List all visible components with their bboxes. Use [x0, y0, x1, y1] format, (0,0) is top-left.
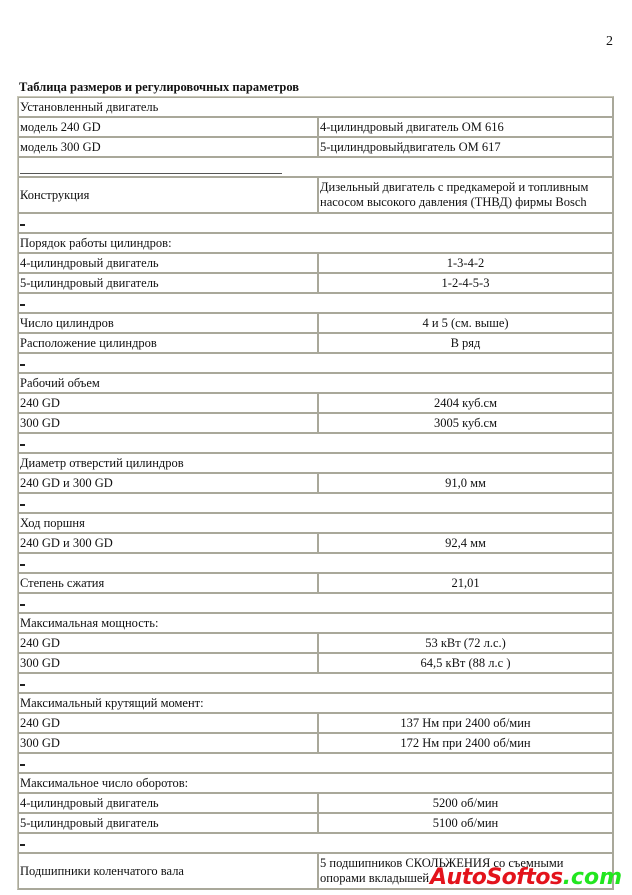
row-label: Степень сжатия: [18, 573, 318, 593]
table-row: [18, 513, 613, 533]
row-label: 4-цилиндровый двигатель: [18, 253, 318, 273]
row-value: 2404 куб.см: [318, 393, 613, 413]
row-label: 5-цилиндровый двигатель: [18, 813, 318, 833]
row-value: 1-2-4-5-3: [318, 273, 613, 293]
row-value: 3005 куб.см: [318, 413, 613, 433]
dash-mark: [20, 444, 25, 446]
table-row: [18, 137, 613, 157]
row-label: Подшипники коленчатого вала: [18, 853, 318, 889]
table-row: [18, 333, 613, 353]
row-value: 1-3-4-2: [318, 253, 613, 273]
table-row: [18, 233, 613, 253]
row-label: 300 GD: [18, 653, 318, 673]
dash-mark: [20, 844, 25, 846]
row-value: 137 Нм при 2400 об/мин: [318, 713, 613, 733]
row-label: 5-цилиндровый двигатель: [18, 273, 318, 293]
section-header: Ход поршня: [18, 513, 613, 533]
table-row: [18, 633, 613, 653]
table-row: [18, 813, 613, 833]
table-row: [18, 533, 613, 553]
row-value: 172 Нм при 2400 об/мин: [318, 733, 613, 753]
row-label: 240 GD и 300 GD: [18, 533, 318, 553]
horizontal-rule: [20, 173, 282, 174]
table-row: [18, 693, 613, 713]
table-row: [18, 413, 613, 433]
row-value: В ряд: [318, 333, 613, 353]
row-value: 53 кВт (72 л.с.): [318, 633, 613, 653]
row-label: 240 GD и 300 GD: [18, 473, 318, 493]
table-row: [18, 117, 613, 137]
watermark-line-1: AutoSoftos: [430, 865, 563, 890]
table-row: [18, 733, 613, 753]
spacer-row: [18, 493, 613, 513]
row-value: 4-цилиндровый двигатель ОМ 616: [318, 117, 613, 137]
row-value: 5 подшипников СКОЛЬЖЕНИЯ со съемными опорами вкладышей: [318, 853, 613, 889]
dash-mark: [20, 224, 25, 226]
spacer-row: [18, 673, 613, 693]
row-value: 64,5 кВт (88 л.с ): [318, 653, 613, 673]
row-label: 300 GD: [18, 413, 318, 433]
row-label: 240 GD: [18, 633, 318, 653]
section-header: Максимальное число оборотов:: [18, 773, 613, 793]
document-title: Таблица размеров и регулировочных параметров: [19, 80, 300, 94]
row-value: 91,0 мм: [318, 473, 613, 493]
table-row: [18, 713, 613, 733]
table-row: [18, 473, 613, 493]
section-header: Установленный двигатель: [18, 97, 613, 117]
table-row: [18, 177, 613, 213]
table-row: [18, 773, 613, 793]
section-header: Порядок работы цилиндров:: [18, 233, 613, 253]
row-label: Число цилиндров: [18, 313, 318, 333]
section-header: Максимальный крутящий момент:: [18, 693, 613, 713]
table-row: [18, 313, 613, 333]
section-header: Максимальная мощность:: [18, 613, 613, 633]
table-row: [18, 613, 613, 633]
dash-mark: [20, 364, 25, 366]
table-row: [18, 97, 613, 117]
table-row: [18, 653, 613, 673]
spacer-row: [18, 753, 613, 773]
spacer-row: [18, 213, 613, 233]
row-value: 5-цилиндровыйдвигатель ОМ 617: [318, 137, 613, 157]
row-label: модель 240 GD: [18, 117, 318, 137]
table-row: [18, 573, 613, 593]
table-row: [18, 393, 613, 413]
row-label: модель 300 GD: [18, 137, 318, 157]
row-value: 4 и 5 (см. выше): [318, 313, 613, 333]
dash-mark: [20, 764, 25, 766]
table-row: [18, 253, 613, 273]
section-header: Диаметр отверстий цилиндров: [18, 453, 613, 473]
spacer-row: [18, 433, 613, 453]
row-label: Конструкция: [18, 177, 318, 213]
table-row: [18, 793, 613, 813]
table-row: [18, 373, 613, 393]
page-number: 2: [606, 34, 613, 49]
row-value: 92,4 мм: [318, 533, 613, 553]
row-value: 5100 об/мин: [318, 813, 613, 833]
row-value: 21,01: [318, 573, 613, 593]
spec-table: [17, 96, 614, 890]
spacer-row: [18, 553, 613, 573]
spacer-row: [18, 593, 613, 613]
dash-mark: [20, 304, 25, 306]
row-label: 300 GD: [18, 733, 318, 753]
row-value: 5200 об/мин: [318, 793, 613, 813]
watermark-line-2: .com: [562, 865, 623, 890]
dash-mark: [20, 564, 25, 566]
row-label: 240 GD: [18, 713, 318, 733]
section-header: Рабочий объем: [18, 373, 613, 393]
row-label: Расположение цилиндров: [18, 333, 318, 353]
dash-mark: [20, 684, 25, 686]
table-row: [18, 453, 613, 473]
row-label: 240 GD: [18, 393, 318, 413]
row-label: 4-цилиндровый двигатель: [18, 793, 318, 813]
dash-mark: [20, 604, 25, 606]
separator-row: [18, 157, 613, 177]
table-row: [18, 853, 613, 889]
row-value: Дизельный двигатель с предкамерой и топливным насосом высокого давления (ТНВД) фирмы Bosch: [318, 177, 613, 213]
spacer-row: [18, 833, 613, 853]
table-row: [18, 273, 613, 293]
spacer-row: [18, 353, 613, 373]
dash-mark: [20, 504, 25, 506]
spacer-row: [18, 293, 613, 313]
